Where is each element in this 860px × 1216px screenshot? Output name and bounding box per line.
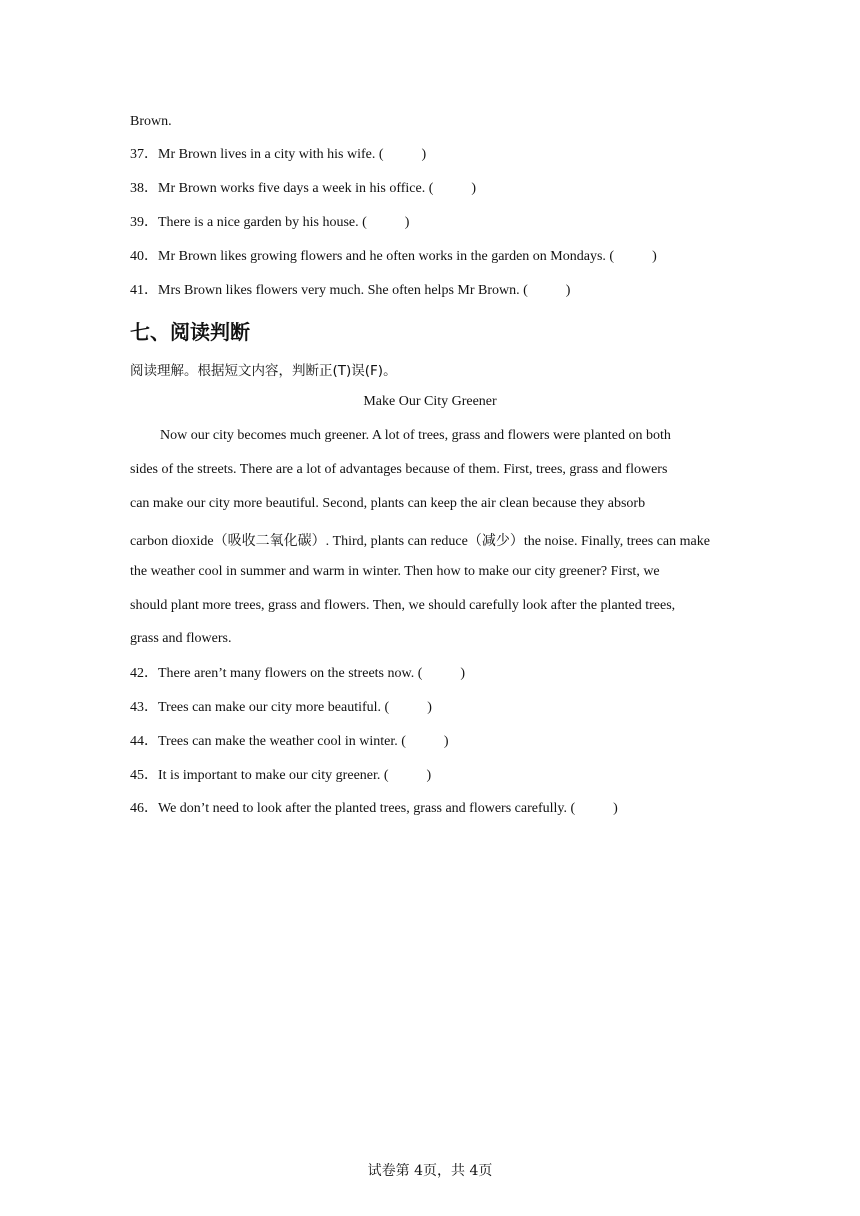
question-46 xyxy=(130,800,618,818)
passage-line: the weather cool in summer and warm in winter. Then how to make our city greener? First, we xyxy=(130,564,660,579)
answer-close-paren: ) xyxy=(404,215,410,230)
question-42 xyxy=(130,665,465,683)
answer-close-paren: ) xyxy=(460,666,466,681)
question-number: 39． xyxy=(130,215,158,230)
question-text: We don’t need to look after the planted trees, grass and flowers carefully. ( xyxy=(158,801,576,816)
question-text: There is a nice garden by his house. ( xyxy=(158,215,367,230)
question-40 xyxy=(130,248,657,266)
question-number: 45． xyxy=(130,768,158,783)
question-text: Mrs Brown likes flowers very much. She often helps Mr Brown. ( xyxy=(158,283,528,298)
question-text: Mr Brown likes growing flowers and he often works in the garden on Mondays. ( xyxy=(158,249,615,264)
passage-line: grass and flowers. xyxy=(130,631,232,646)
passage-title: Make Our City Greener xyxy=(363,394,497,409)
question-text: Trees can make the weather cool in winter. ( xyxy=(158,734,406,749)
passage-line: Now our city becomes much greener. A lot of trees, grass and flowers were planted on both xyxy=(160,428,671,443)
answer-close-paren: ) xyxy=(443,734,449,749)
question-number: 46． xyxy=(130,801,158,816)
question-text: Trees can make our city more beautiful. ( xyxy=(158,700,390,715)
question-text: There aren’t many flowers on the streets now. ( xyxy=(158,666,423,681)
question-text: It is important to make our city greener. ( xyxy=(158,768,389,783)
answer-close-paren: ) xyxy=(613,801,618,816)
passage-line: can make our city more beautiful. Second, plants can keep the air clean because they absorb xyxy=(130,496,646,511)
question-number: 38． xyxy=(130,181,158,196)
question-number: 44． xyxy=(130,734,158,749)
question-text: Mr Brown lives in a city with his wife. ( xyxy=(158,147,384,162)
question-39 xyxy=(130,214,409,232)
section-instruction: 阅读理解。根据短文内容，判断正(T)误(F)。 xyxy=(130,363,397,379)
page-footer: 试卷第 4页，共 4页 xyxy=(367,1163,493,1179)
passage-line: should plant more trees, grass and flowers. Then, we should carefully look after the planted trees, xyxy=(130,598,676,613)
answer-close-paren: ) xyxy=(471,181,477,196)
question-37 xyxy=(130,146,426,164)
answer-close-paren: ) xyxy=(426,768,432,783)
passage-line: sides of the streets. There are a lot of advantages because of them. First, trees, grass and flowers xyxy=(130,462,668,477)
question-45 xyxy=(130,767,431,785)
question-44 xyxy=(130,733,449,751)
question-38 xyxy=(130,180,476,198)
answer-close-paren: ) xyxy=(652,249,657,264)
passage-line: carbon dioxide（吸收二氧化碳）. Third, plants can reduce（减少）the noise. Finally, trees can make xyxy=(130,534,710,549)
continuation-text: Brown. xyxy=(130,114,172,129)
question-43 xyxy=(130,699,432,717)
question-number: 37． xyxy=(130,147,158,162)
question-number: 41． xyxy=(130,283,158,298)
question-text: Mr Brown works five days a week in his office. ( xyxy=(158,181,434,196)
question-number: 40． xyxy=(130,249,158,264)
answer-close-paren: ) xyxy=(427,700,432,715)
question-41 xyxy=(130,282,570,300)
question-number: 42． xyxy=(130,666,158,681)
answer-close-paren: ) xyxy=(565,283,571,298)
section-heading: 七、阅读判断 xyxy=(130,320,250,344)
answer-close-paren: ) xyxy=(421,147,427,162)
question-number: 43． xyxy=(130,700,158,715)
